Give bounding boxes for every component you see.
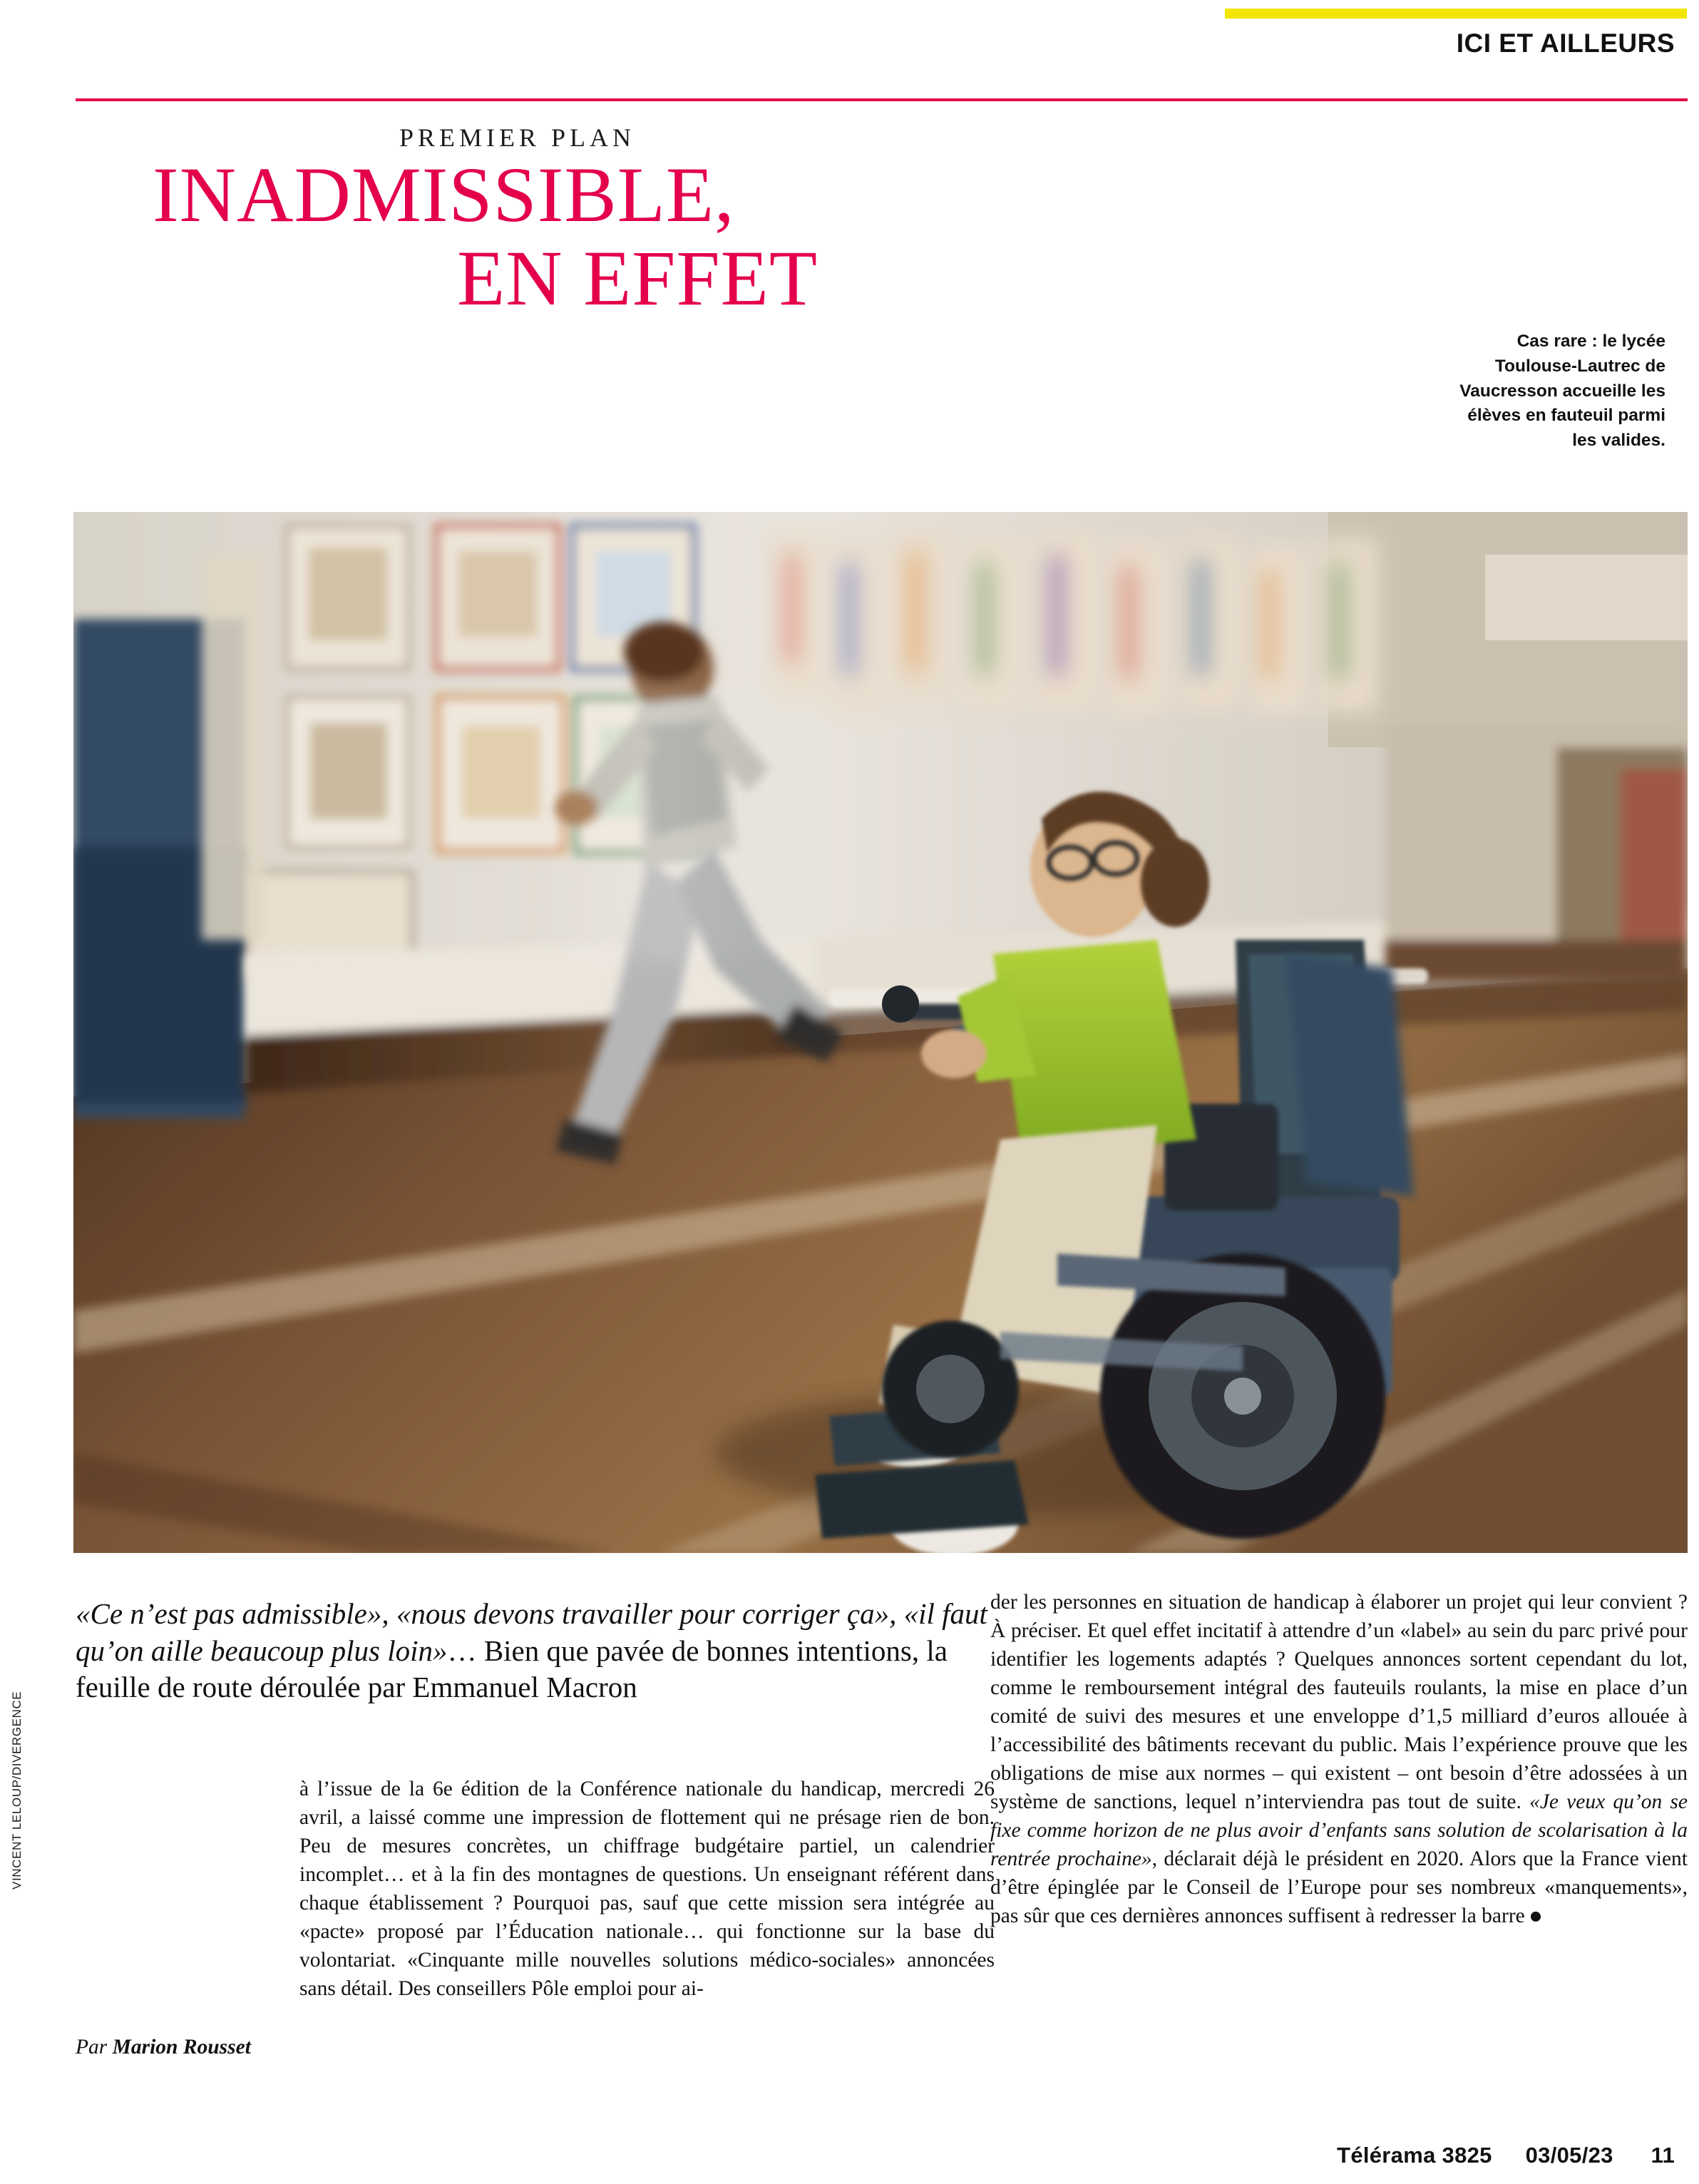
body-right-part2: , déclarait déjà le président en 2020. Alors que la France vient d’être épinglée par le Conseil de l’Europe pour ses nombreux «manquements», pas sûr que ces dernières annonces suffisent à redresser la barre	[990, 1847, 1688, 1927]
yellow-accent-rule	[1225, 9, 1687, 19]
article-photo	[73, 512, 1688, 1553]
article-standfirst	[76, 1596, 995, 1706]
page-footer	[1310, 2143, 1675, 2168]
standfirst-quote: «Ce n’est pas admissible», «nous devons travailler pour corriger ça», «il faut qu’on aille beaucoup plus loin»	[76, 1597, 987, 1667]
body-column-left: à l’issue de la 6e édition de la Conférence nationale du handicap, mercredi 26 avril, a laissé comme une impression de flottement qui ne présage rien de bon. Peu de mesures concrètes, un chiffrage budgétaire partiel, un calendrier incomplet… et à la fin des montagnes de questions. Un enseignant référent dans chaque établissement ? Pourquoi pas, sauf que cette mission sera intégrée au «pacte» proposé par l’Éducation nationale… qui fonctionne sur la base du volontariat. «Cinquante mille nouvelles solutions médico-sociales» annoncées sans détail. Des conseillers Pôle emploi pour ai-	[299, 1778, 995, 2000]
body-right-quote: «Je veux qu’on se fixe comme horizon de ne plus avoir d’enfants sans solution de scolarisation à la rentrée prochaine»	[990, 1790, 1688, 1870]
footer-date: 03/05/23	[1525, 2143, 1613, 2168]
article-kicker: PREMIER PLAN	[399, 123, 636, 152]
byline-author: Marion Rousset	[112, 2036, 251, 2059]
body-column-right	[990, 1589, 1688, 1931]
photo-illustration	[73, 512, 1688, 1553]
section-rubric: ICI ET AILLEURS	[1456, 29, 1675, 58]
photo-caption: Cas rare : le lycée Toulouse-Lautrec de Vaucresson accueille les élèves en fauteuil parmi les valides.	[1459, 332, 1665, 451]
headline-line-1: INADMISSIBLE,	[153, 151, 735, 238]
page-title	[153, 151, 1079, 322]
standfirst-rest: … Bien que pavée de bonnes intentions, la feuille de route déroulée par Emmanuel Macron	[76, 1634, 948, 1704]
body-right-part1: der les personnes en situation de handicap à élaborer un projet qui leur convient ? À préciser. Et quel effet incitatif à attendre d’un «label» au sein du parc privé pour identifier les logements adaptés ? Quelques annonces sortent cependant du lot, comme le remboursement intégral des fauteuils roulants, la mise en place d’un comité de suivi des mesures et une enveloppe d’1,5 milliard d’euros allouée à l’accessibilité des bâtiments recevant du public. Mais l’expérience prouve que les obligations de mise aux normes – qui existent – ont besoin d’être adossées à un système de sanctions, lequel n’interviendra pas tout de suite.	[990, 1591, 1688, 1813]
end-of-article-mark	[1531, 1912, 1541, 1922]
photo-credit: VINCENT LELOUP/DIVERGENCE	[10, 1691, 24, 1890]
headline-line-2: EN EFFET	[456, 234, 818, 322]
byline	[76, 2034, 282, 2061]
page-number: 11	[1651, 2143, 1675, 2168]
pink-divider-rule	[76, 98, 1688, 101]
footer-magazine: Télérama 3825	[1337, 2143, 1492, 2168]
byline-prefix: Par	[76, 2036, 113, 2059]
